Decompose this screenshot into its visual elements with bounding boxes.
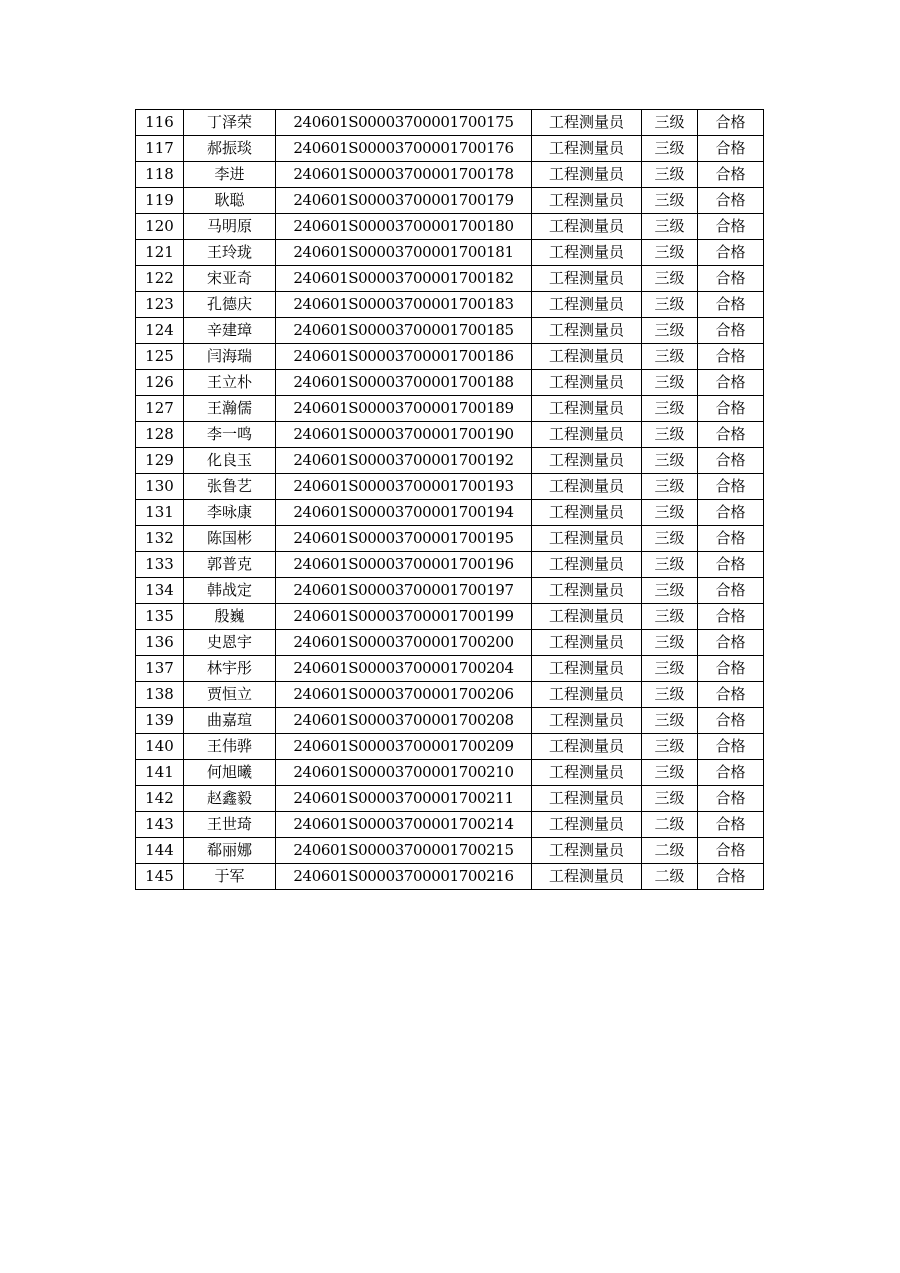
- cell-name: 何旭曦: [184, 760, 276, 786]
- cell-certificate-number: 240601S00003700001700193: [276, 474, 532, 500]
- cell-result: 合格: [698, 344, 764, 370]
- table-row: [136, 500, 764, 526]
- table-row: [136, 734, 764, 760]
- cell-name: 耿聪: [184, 188, 276, 214]
- cell-number: 136: [136, 630, 184, 656]
- cell-certificate-number: 240601S00003700001700188: [276, 370, 532, 396]
- cell-result: 合格: [698, 396, 764, 422]
- cell-certificate-number: 240601S00003700001700211: [276, 786, 532, 812]
- cell-number: 133: [136, 552, 184, 578]
- cell-occupation: 工程测量员: [532, 344, 642, 370]
- table-row: [136, 604, 764, 630]
- cell-number: 120: [136, 214, 184, 240]
- cell-name: 韩战定: [184, 578, 276, 604]
- cell-number: 119: [136, 188, 184, 214]
- cell-certificate-number: 240601S00003700001700208: [276, 708, 532, 734]
- cell-result: 合格: [698, 734, 764, 760]
- cell-name: 王玲珑: [184, 240, 276, 266]
- table-row: [136, 188, 764, 214]
- cell-number: 135: [136, 604, 184, 630]
- cell-level: 三级: [642, 136, 698, 162]
- table-row: [136, 344, 764, 370]
- cell-certificate-number: 240601S00003700001700199: [276, 604, 532, 630]
- cell-name: 李进: [184, 162, 276, 188]
- cell-certificate-number: 240601S00003700001700182: [276, 266, 532, 292]
- cell-number: 116: [136, 110, 184, 136]
- cell-occupation: 工程测量员: [532, 812, 642, 838]
- cell-level: 二级: [642, 864, 698, 890]
- table-row: [136, 214, 764, 240]
- cell-name: 郭普克: [184, 552, 276, 578]
- table-row: [136, 396, 764, 422]
- cell-number: 130: [136, 474, 184, 500]
- cell-certificate-number: 240601S00003700001700192: [276, 448, 532, 474]
- cell-number: 131: [136, 500, 184, 526]
- cell-level: 三级: [642, 266, 698, 292]
- table-row: [136, 760, 764, 786]
- table-row: [136, 474, 764, 500]
- cell-level: 三级: [642, 552, 698, 578]
- cell-occupation: 工程测量员: [532, 422, 642, 448]
- cell-number: 126: [136, 370, 184, 396]
- cell-number: 128: [136, 422, 184, 448]
- cell-occupation: 工程测量员: [532, 266, 642, 292]
- cell-certificate-number: 240601S00003700001700179: [276, 188, 532, 214]
- cell-level: 三级: [642, 344, 698, 370]
- table-row: [136, 422, 764, 448]
- cell-occupation: 工程测量员: [532, 370, 642, 396]
- cell-result: 合格: [698, 370, 764, 396]
- cell-occupation: 工程测量员: [532, 786, 642, 812]
- cell-number: 137: [136, 656, 184, 682]
- cell-certificate-number: 240601S00003700001700175: [276, 110, 532, 136]
- cell-number: 144: [136, 838, 184, 864]
- cell-level: 三级: [642, 110, 698, 136]
- table-row: [136, 838, 764, 864]
- cell-level: 三级: [642, 474, 698, 500]
- cell-occupation: 工程测量员: [532, 474, 642, 500]
- cell-name: 丁泽荣: [184, 110, 276, 136]
- cell-occupation: 工程测量员: [532, 396, 642, 422]
- cell-occupation: 工程测量员: [532, 526, 642, 552]
- cell-level: 三级: [642, 292, 698, 318]
- cell-occupation: 工程测量员: [532, 162, 642, 188]
- cell-result: 合格: [698, 578, 764, 604]
- cell-name: 贾恒立: [184, 682, 276, 708]
- cell-certificate-number: 240601S00003700001700206: [276, 682, 532, 708]
- cell-occupation: 工程测量员: [532, 734, 642, 760]
- table-row: [136, 448, 764, 474]
- cell-name: 王立朴: [184, 370, 276, 396]
- cell-name: 陈国彬: [184, 526, 276, 552]
- cell-certificate-number: 240601S00003700001700216: [276, 864, 532, 890]
- cell-certificate-number: 240601S00003700001700180: [276, 214, 532, 240]
- cell-certificate-number: 240601S00003700001700197: [276, 578, 532, 604]
- cell-number: 122: [136, 266, 184, 292]
- cell-level: 三级: [642, 422, 698, 448]
- cell-number: 121: [136, 240, 184, 266]
- cell-name: 宋亚奇: [184, 266, 276, 292]
- cell-certificate-number: 240601S00003700001700176: [276, 136, 532, 162]
- cell-result: 合格: [698, 240, 764, 266]
- cell-result: 合格: [698, 214, 764, 240]
- cell-name: 赵鑫毅: [184, 786, 276, 812]
- cell-level: 二级: [642, 838, 698, 864]
- cell-occupation: 工程测量员: [532, 448, 642, 474]
- cell-occupation: 工程测量员: [532, 838, 642, 864]
- table-row: [136, 292, 764, 318]
- cell-occupation: 工程测量员: [532, 292, 642, 318]
- cell-occupation: 工程测量员: [532, 708, 642, 734]
- table-row: [136, 786, 764, 812]
- cell-name: 李一鸣: [184, 422, 276, 448]
- table-row: [136, 110, 764, 136]
- cell-occupation: 工程测量员: [532, 604, 642, 630]
- cell-number: 129: [136, 448, 184, 474]
- cell-number: 118: [136, 162, 184, 188]
- cell-number: 140: [136, 734, 184, 760]
- cell-number: 141: [136, 760, 184, 786]
- cell-name: 马明原: [184, 214, 276, 240]
- cell-certificate-number: 240601S00003700001700181: [276, 240, 532, 266]
- cell-certificate-number: 240601S00003700001700178: [276, 162, 532, 188]
- cell-result: 合格: [698, 448, 764, 474]
- cell-result: 合格: [698, 760, 764, 786]
- cell-number: 134: [136, 578, 184, 604]
- cell-level: 三级: [642, 526, 698, 552]
- cell-level: 三级: [642, 370, 698, 396]
- cell-number: 123: [136, 292, 184, 318]
- cell-name: 史恩宇: [184, 630, 276, 656]
- cell-name: 李咏康: [184, 500, 276, 526]
- cell-level: 三级: [642, 734, 698, 760]
- cell-certificate-number: 240601S00003700001700204: [276, 656, 532, 682]
- cell-name: 化良玉: [184, 448, 276, 474]
- cell-certificate-number: 240601S00003700001700200: [276, 630, 532, 656]
- cell-name: 孔德庆: [184, 292, 276, 318]
- table-row: [136, 812, 764, 838]
- cell-name: 郗丽娜: [184, 838, 276, 864]
- cell-certificate-number: 240601S00003700001700190: [276, 422, 532, 448]
- cell-result: 合格: [698, 786, 764, 812]
- cell-number: 125: [136, 344, 184, 370]
- table-row: [136, 240, 764, 266]
- cell-occupation: 工程测量员: [532, 864, 642, 890]
- cell-number: 127: [136, 396, 184, 422]
- results-table: [135, 109, 764, 890]
- table-row: [136, 552, 764, 578]
- table-row: [136, 526, 764, 552]
- cell-result: 合格: [698, 188, 764, 214]
- cell-name: 辛建璋: [184, 318, 276, 344]
- cell-level: 三级: [642, 396, 698, 422]
- cell-certificate-number: 240601S00003700001700189: [276, 396, 532, 422]
- cell-result: 合格: [698, 318, 764, 344]
- cell-level: 三级: [642, 604, 698, 630]
- cell-result: 合格: [698, 292, 764, 318]
- cell-result: 合格: [698, 474, 764, 500]
- cell-occupation: 工程测量员: [532, 214, 642, 240]
- cell-level: 三级: [642, 578, 698, 604]
- cell-result: 合格: [698, 708, 764, 734]
- cell-result: 合格: [698, 656, 764, 682]
- cell-name: 林宇彤: [184, 656, 276, 682]
- cell-name: 曲嘉瑄: [184, 708, 276, 734]
- cell-level: 三级: [642, 500, 698, 526]
- table-row: [136, 682, 764, 708]
- cell-level: 三级: [642, 188, 698, 214]
- results-table-body: [136, 110, 764, 890]
- cell-level: 三级: [642, 162, 698, 188]
- cell-name: 张鲁艺: [184, 474, 276, 500]
- cell-result: 合格: [698, 552, 764, 578]
- cell-occupation: 工程测量员: [532, 318, 642, 344]
- cell-level: 三级: [642, 318, 698, 344]
- cell-occupation: 工程测量员: [532, 110, 642, 136]
- cell-certificate-number: 240601S00003700001700195: [276, 526, 532, 552]
- table-row: [136, 864, 764, 890]
- cell-certificate-number: 240601S00003700001700214: [276, 812, 532, 838]
- cell-result: 合格: [698, 110, 764, 136]
- table-row: [136, 162, 764, 188]
- cell-certificate-number: 240601S00003700001700194: [276, 500, 532, 526]
- cell-name: 王伟骅: [184, 734, 276, 760]
- cell-number: 142: [136, 786, 184, 812]
- cell-level: 二级: [642, 812, 698, 838]
- cell-level: 三级: [642, 708, 698, 734]
- table-row: [136, 578, 764, 604]
- cell-certificate-number: 240601S00003700001700185: [276, 318, 532, 344]
- cell-occupation: 工程测量员: [532, 656, 642, 682]
- cell-result: 合格: [698, 838, 764, 864]
- cell-number: 143: [136, 812, 184, 838]
- cell-result: 合格: [698, 162, 764, 188]
- cell-name: 郝振琰: [184, 136, 276, 162]
- cell-result: 合格: [698, 864, 764, 890]
- cell-occupation: 工程测量员: [532, 136, 642, 162]
- cell-result: 合格: [698, 136, 764, 162]
- table-row: [136, 630, 764, 656]
- cell-result: 合格: [698, 682, 764, 708]
- cell-result: 合格: [698, 266, 764, 292]
- cell-number: 132: [136, 526, 184, 552]
- cell-certificate-number: 240601S00003700001700215: [276, 838, 532, 864]
- cell-name: 王世琦: [184, 812, 276, 838]
- cell-result: 合格: [698, 604, 764, 630]
- table-row: [136, 708, 764, 734]
- cell-number: 124: [136, 318, 184, 344]
- cell-name: 闫海瑞: [184, 344, 276, 370]
- cell-occupation: 工程测量员: [532, 578, 642, 604]
- cell-name: 殷巍: [184, 604, 276, 630]
- cell-level: 三级: [642, 656, 698, 682]
- cell-certificate-number: 240601S00003700001700209: [276, 734, 532, 760]
- cell-result: 合格: [698, 500, 764, 526]
- cell-level: 三级: [642, 240, 698, 266]
- cell-occupation: 工程测量员: [532, 500, 642, 526]
- cell-certificate-number: 240601S00003700001700196: [276, 552, 532, 578]
- cell-occupation: 工程测量员: [532, 760, 642, 786]
- cell-name: 王瀚儒: [184, 396, 276, 422]
- cell-occupation: 工程测量员: [532, 552, 642, 578]
- table-row: [136, 318, 764, 344]
- cell-result: 合格: [698, 526, 764, 552]
- table-row: [136, 136, 764, 162]
- cell-result: 合格: [698, 812, 764, 838]
- cell-number: 138: [136, 682, 184, 708]
- cell-occupation: 工程测量员: [532, 188, 642, 214]
- cell-occupation: 工程测量员: [532, 240, 642, 266]
- cell-occupation: 工程测量员: [532, 682, 642, 708]
- cell-name: 于军: [184, 864, 276, 890]
- table-row: [136, 656, 764, 682]
- cell-result: 合格: [698, 422, 764, 448]
- table-row: [136, 266, 764, 292]
- cell-certificate-number: 240601S00003700001700210: [276, 760, 532, 786]
- cell-certificate-number: 240601S00003700001700186: [276, 344, 532, 370]
- cell-occupation: 工程测量员: [532, 630, 642, 656]
- cell-certificate-number: 240601S00003700001700183: [276, 292, 532, 318]
- cell-level: 三级: [642, 630, 698, 656]
- cell-level: 三级: [642, 760, 698, 786]
- cell-number: 117: [136, 136, 184, 162]
- cell-level: 三级: [642, 214, 698, 240]
- cell-level: 三级: [642, 682, 698, 708]
- cell-number: 145: [136, 864, 184, 890]
- cell-level: 三级: [642, 448, 698, 474]
- cell-level: 三级: [642, 786, 698, 812]
- table-row: [136, 370, 764, 396]
- cell-number: 139: [136, 708, 184, 734]
- cell-result: 合格: [698, 630, 764, 656]
